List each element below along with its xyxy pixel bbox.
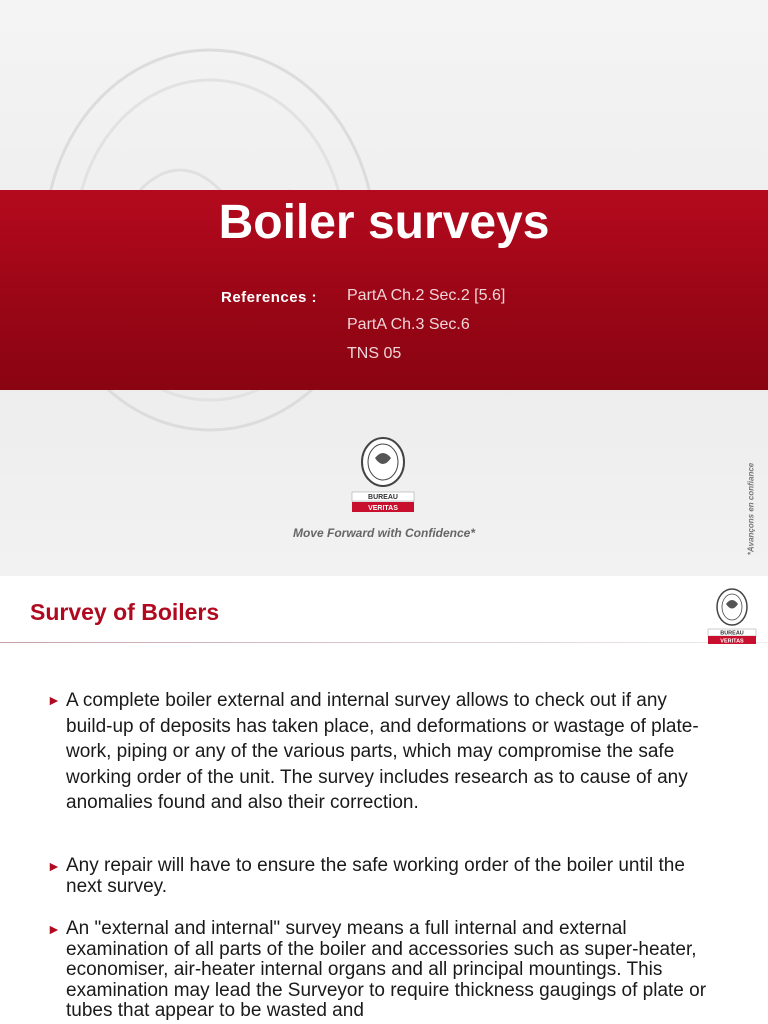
- bullet-arrow-icon: ►: [47, 692, 61, 708]
- bureau-veritas-logo-small: [707, 587, 757, 645]
- tagline: Move Forward with Confidence*: [292, 526, 475, 540]
- reference-item: PartA Ch.3 Sec.6: [347, 316, 470, 333]
- title-divider: [0, 642, 768, 643]
- presentation-title: Boiler surveys: [218, 196, 550, 249]
- reference-item: TNS 05: [347, 345, 402, 362]
- bullet-text: A complete boiler external and internal survey allows to check out if any build-up of deposits has taken place, and deformations or wastage of plate-work, piping or any of the various parts, which may compromise the safe working order of the unit. The survey includes research as to cause of any anomalies found and also their correction.: [66, 690, 699, 813]
- bureau-veritas-logo: [351, 436, 415, 516]
- bullet-arrow-icon: ►: [47, 858, 61, 874]
- side-note: *Avançons en confiance: [746, 462, 756, 556]
- bullet-text: An "external and internal" survey means a full internal and external examination of all parts of the boiler and accessories such as super-heater, economiser, air-heater internal organs and all principal mountings. This examination may lead the Surveyor to require thickness gaugings of plate or tubes that appear to be wasted and: [66, 918, 707, 1021]
- logo-bureau-text: BUREAU: [720, 630, 744, 637]
- bullet-item: [47, 856, 707, 897]
- bullet-item: [47, 688, 707, 816]
- logo-veritas-text: VERITAS: [720, 638, 744, 645]
- logo-veritas-text: VERITAS: [368, 505, 398, 512]
- reference-item: PartA Ch.2 Sec.2 [5.6]: [347, 287, 506, 304]
- logo-bureau-text: BUREAU: [368, 494, 398, 501]
- slide-title: Survey of Boilers: [30, 599, 220, 625]
- bullet-text: Any repair will have to ensure the safe working order of the boiler until the next survey.: [66, 855, 685, 897]
- bullet-arrow-icon: ►: [47, 921, 61, 937]
- content-slide: [0, 576, 768, 1024]
- bullet-item: [47, 919, 707, 1022]
- references-label: References :: [221, 289, 318, 306]
